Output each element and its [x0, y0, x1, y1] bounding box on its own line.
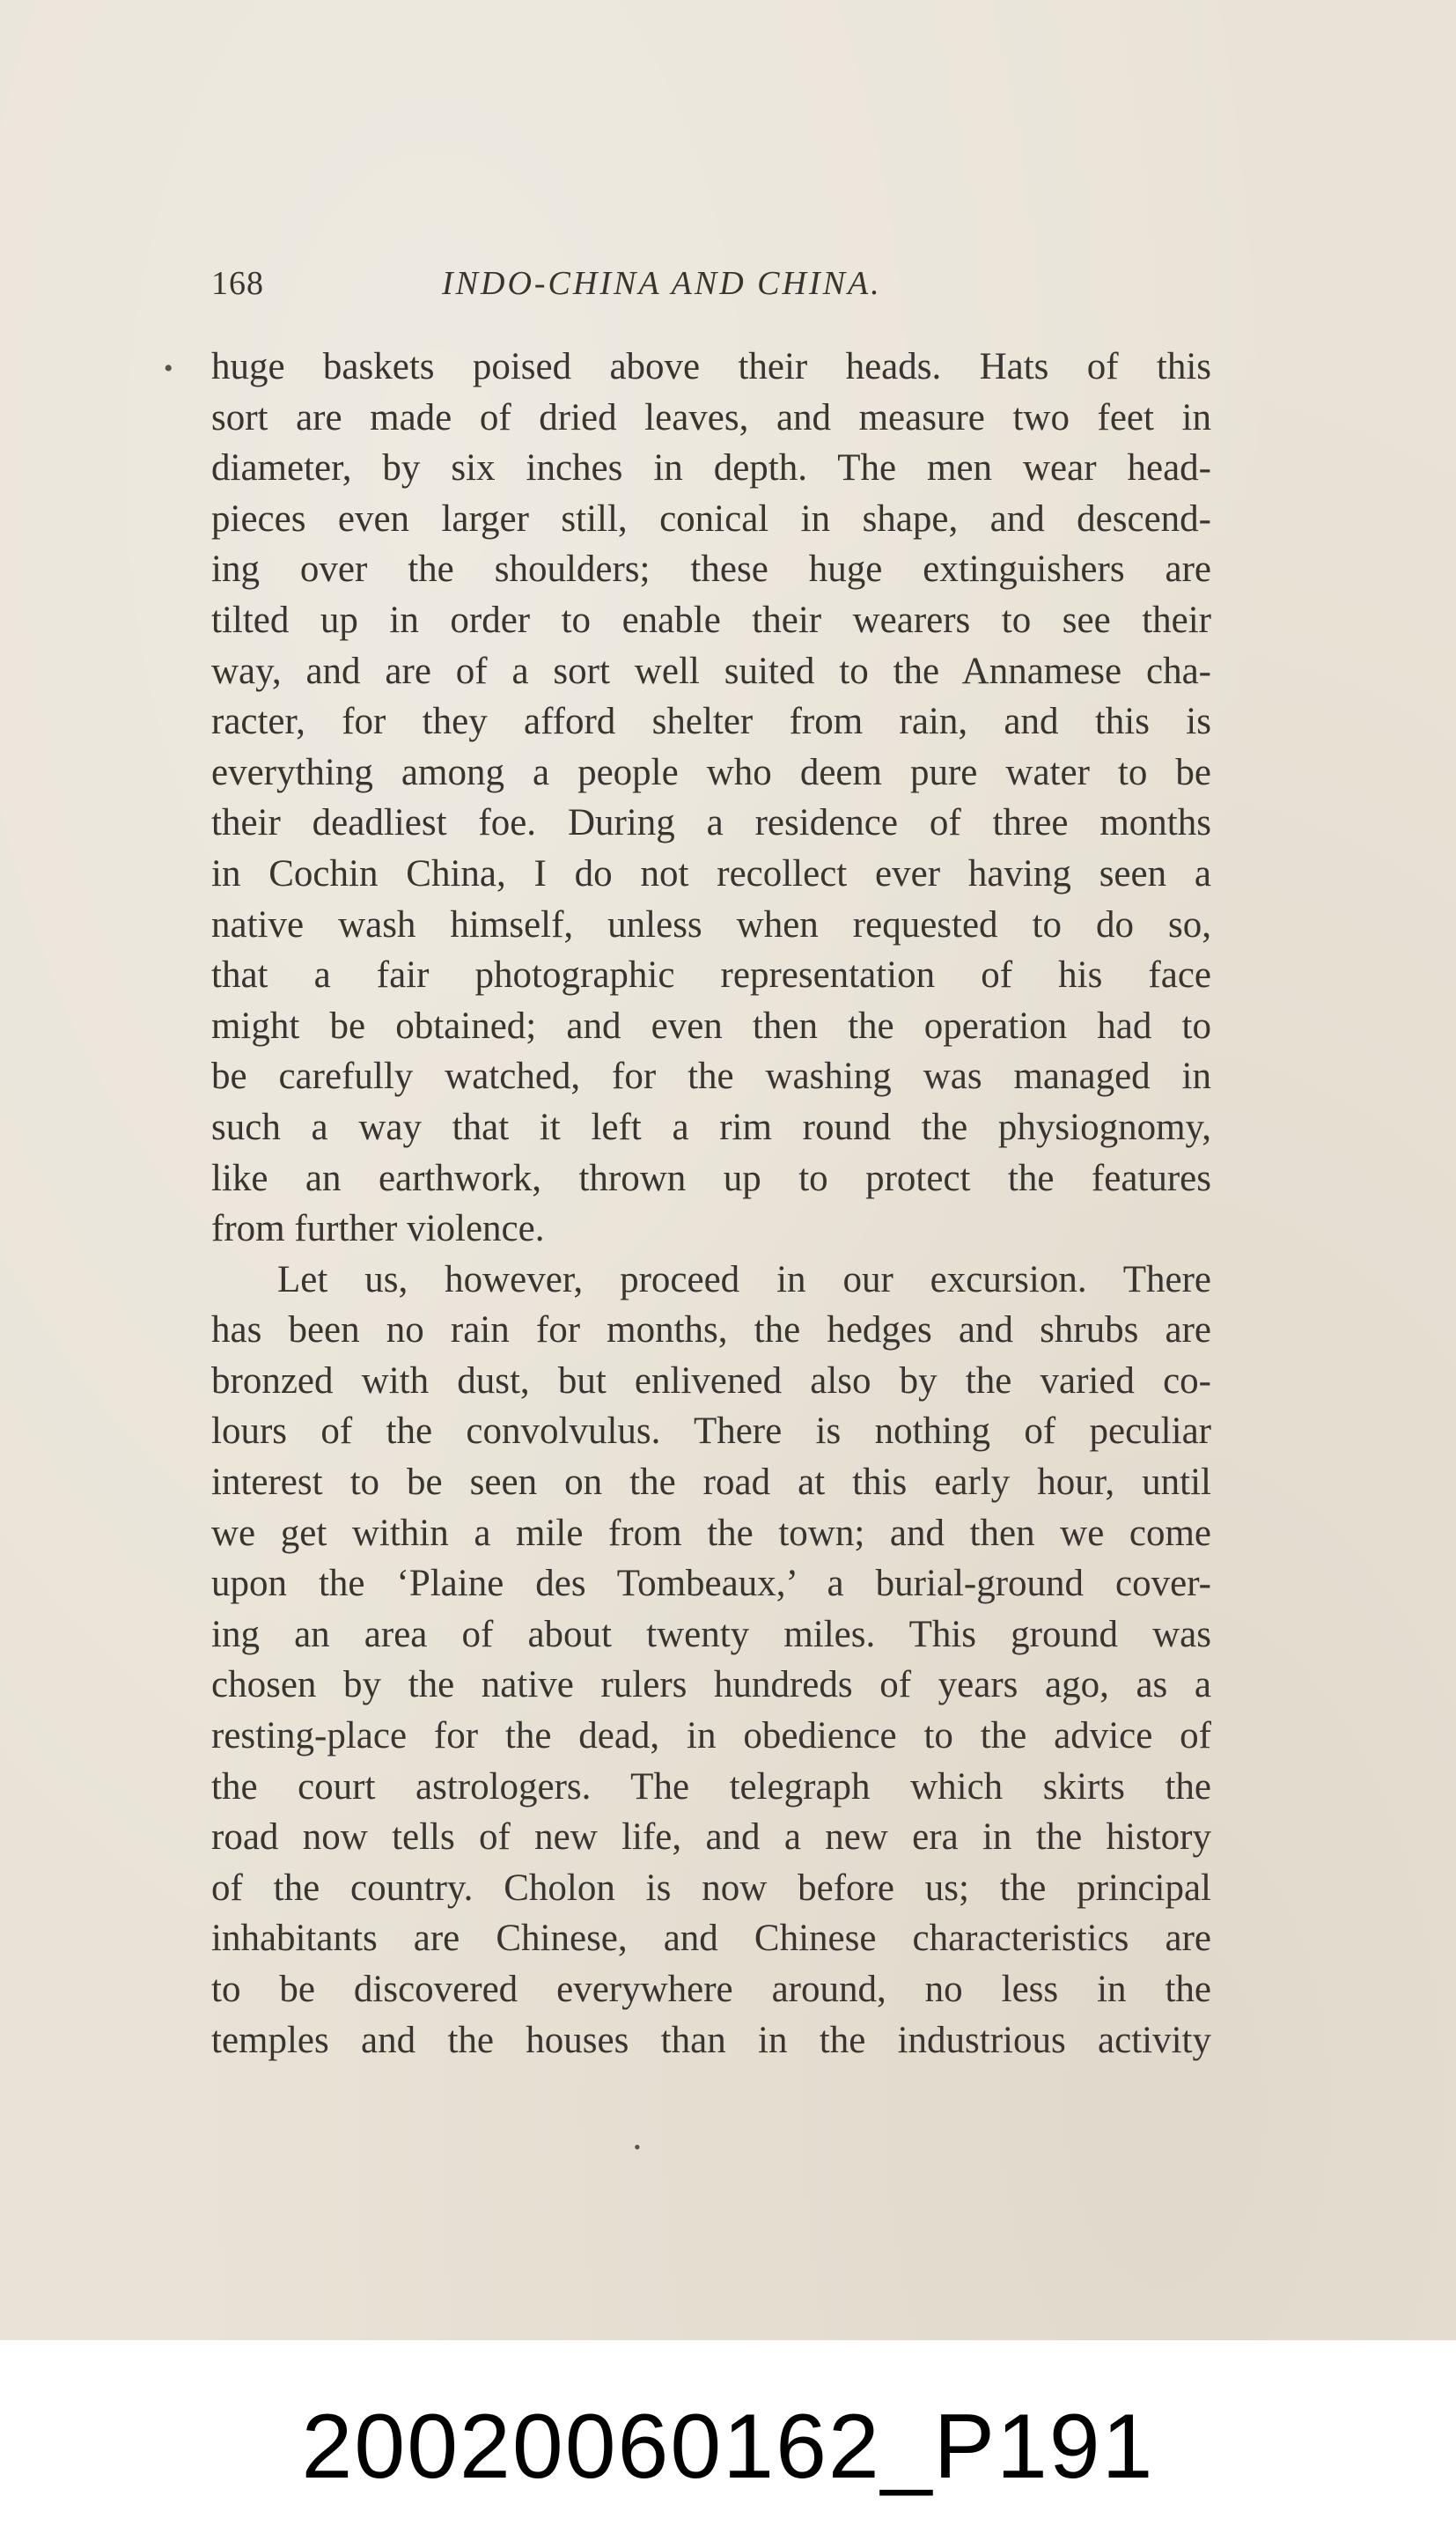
paragraph-end-line: from further violence. [211, 1208, 545, 1250]
text-line: ing over the shoulders; these huge extinguishers are [211, 549, 1211, 591]
text-line: ing an area of about twenty miles. This ground was [211, 1613, 1211, 1655]
text-line: the court astrologers. The telegraph which skirts the [211, 1765, 1211, 1808]
body-text [211, 342, 1211, 2066]
text-line: resting-place for the dead, in obedience to the advice of [211, 1715, 1211, 1757]
text-line: their deadliest foe. During a residence of three months [211, 802, 1211, 844]
text-line: tilted up in order to enable their wearers to see their [211, 599, 1211, 641]
text-line: like an earthwork, thrown up to protect the features [211, 1157, 1211, 1199]
page-number: 168 [211, 265, 264, 302]
text-line: be carefully watched, for the washing was managed in [211, 1056, 1211, 1098]
running-title: INDO-CHINA AND CHINA. [442, 265, 882, 302]
text-line: pieces even larger still, conical in shape, and descend- [211, 497, 1211, 540]
text-line: in Cochin China, I do not recollect ever having seen a [211, 852, 1211, 895]
page-speck-mark: • [634, 2136, 641, 2158]
running-head [211, 264, 1215, 308]
text-line: interest to be seen on the road at this early hour, until [211, 1462, 1211, 1504]
text-line: racter, for they afford shelter from rain, and this is [211, 701, 1211, 743]
text-line: we get within a mile from the town; and then we come [211, 1512, 1211, 1554]
file-identifier: 20020060162_P191 [301, 2396, 1155, 2498]
paragraph-start-line: Let us, however, proceed in our excursion. There [277, 1258, 1211, 1300]
text-line: chosen by the native rulers hundreds of years ago, as a [211, 1664, 1211, 1706]
text-line: huge baskets poised above their heads. Hats of this [211, 346, 1211, 387]
text-line: sort are made of dried leaves, and measure two feet in [211, 396, 1211, 438]
text-line: might be obtained; and even then the operation had to [211, 1005, 1211, 1047]
text-line: has been no rain for months, the hedges and shrubs are [211, 1309, 1211, 1351]
text-line: native wash himself, unless when requested to do so, [211, 903, 1211, 946]
text-line: lours of the convolvulus. There is nothing of peculiar [211, 1410, 1211, 1453]
text-line: of the country. Cholon is now before us; the principal [211, 1867, 1211, 1909]
text-line: temples and the houses than in the industrious activity [211, 2019, 1211, 2061]
text-line: everything among a people who deem pure water to be [211, 751, 1211, 793]
text-line: such a way that it left a rim round the physiognomy, [211, 1106, 1211, 1148]
text-line: road now tells of new life, and a new era in the history [211, 1816, 1211, 1859]
text-line: diameter, by six inches in depth. The men wear head- [211, 447, 1211, 490]
text-line: bronzed with dust, but enlivened also by the varied co- [211, 1359, 1211, 1402]
text-line: way, and are of a sort well suited to the Annamese cha- [211, 650, 1211, 692]
text-line: upon the ‘Plaine des Tombeaux,’ a burial-ground cover- [211, 1563, 1211, 1605]
archive-footer [0, 2340, 1456, 2548]
margin-dot-mark: • [164, 354, 173, 383]
text-line: inhabitants are Chinese, and Chinese characteristics are [211, 1918, 1211, 1960]
text-line: that a fair photographic representation of his face [211, 954, 1211, 997]
text-line: to be discovered everywhere around, no less in the [211, 1969, 1211, 2010]
